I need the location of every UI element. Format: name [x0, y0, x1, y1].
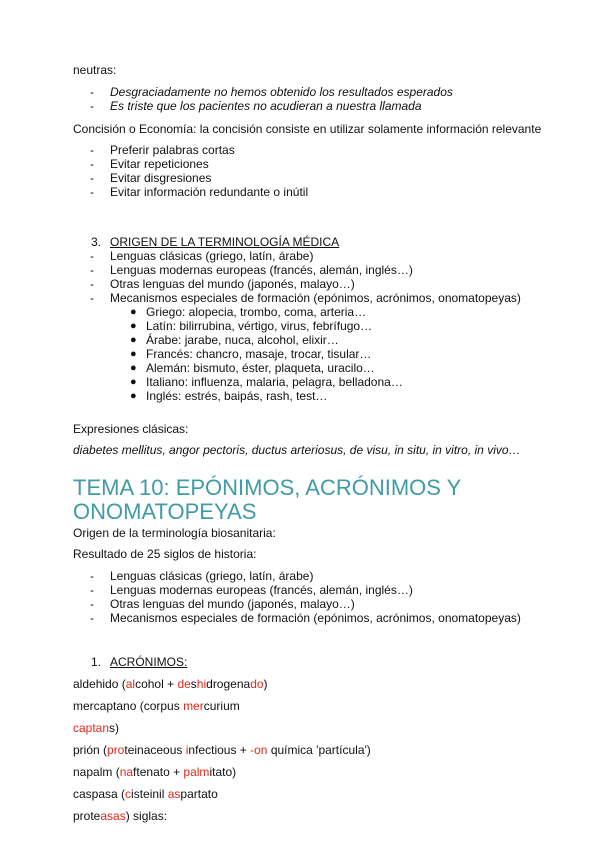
text-fragment: cohol + — [135, 677, 178, 691]
tema-10-item: Mecanismos especiales de formación (epónimos, acrónimos, onomatopeyas) — [110, 611, 521, 625]
text-fragment: itato) — [209, 765, 237, 779]
text-fragment: ) — [263, 677, 268, 691]
text-fragment: curium — [203, 699, 240, 713]
text-fragment: prión ( — [73, 743, 108, 757]
text-fragment: napalm ( — [73, 765, 120, 779]
concision-item: Evitar información redundante o inútil — [110, 185, 309, 199]
highlighted-fragment: captan — [73, 721, 110, 735]
dash-marker: - — [90, 249, 94, 263]
highlighted-fragment: pro — [107, 743, 125, 757]
section-3-item: Lenguas clásicas (griego, latín, árabe) — [110, 249, 314, 263]
bullet-marker: ● — [130, 390, 137, 402]
highlighted-fragment: hi — [196, 677, 207, 691]
acronym-line — [73, 765, 236, 779]
highlighted-fragment: al — [125, 677, 136, 691]
bullet-marker: ● — [130, 320, 137, 332]
section-3-item: Otras lenguas del mundo (japonés, malayo…) — [110, 277, 355, 291]
dash-marker: - — [90, 291, 94, 305]
highlighted-fragment: asas — [100, 809, 126, 823]
dash-marker: - — [90, 171, 94, 185]
dash-marker: - — [90, 597, 94, 611]
bullet-marker: ● — [130, 362, 137, 374]
acronym-line — [73, 809, 167, 823]
language-example: Árabe: jarabe, nuca, alcohol, elixir… — [146, 333, 339, 347]
bullet-marker: ● — [130, 306, 137, 318]
origen-label: Origen de la terminología biosanitaria: — [73, 526, 276, 540]
tema-10-item: Otras lenguas del mundo (japonés, malayo…) — [110, 597, 355, 611]
highlighted-fragment: de — [177, 677, 191, 691]
text-fragment: teinaceous — [124, 743, 186, 757]
highlighted-fragment: do — [250, 677, 264, 691]
concision-paragraph: Concisión o Economía: la concisión consiste en utilizar solamente información relevante — [73, 122, 542, 136]
dash-marker: - — [90, 85, 94, 99]
bullet-marker: ● — [130, 348, 137, 360]
concision-item: Evitar disgresiones — [110, 171, 212, 185]
bullet-marker: ● — [130, 334, 137, 346]
text-fragment: partato — [180, 787, 218, 801]
acronym-line — [73, 743, 371, 757]
text-fragment: ) siglas: — [125, 809, 168, 823]
highlighted-fragment: as — [167, 787, 181, 801]
example-2: Es triste que los pacientes no acudieran a nuestra llamada — [110, 99, 422, 113]
acronimos-title: ACRÓNIMOS: — [110, 655, 188, 669]
highlighted-fragment: palm — [183, 765, 210, 779]
text-fragment: s) — [109, 721, 120, 735]
section-3-number: 3. — [91, 235, 102, 249]
section-3-item: Lenguas modernas europeas (francés, alemán, inglés…) — [110, 263, 413, 277]
resultado-label: Resultado de 25 siglos de historia: — [73, 547, 257, 561]
language-example: Latín: bilirrubina, vértigo, virus, febrífugo… — [146, 319, 373, 333]
dash-marker: - — [90, 583, 94, 597]
bullet-marker: ● — [130, 376, 137, 388]
acronym-line — [73, 677, 268, 691]
dash-marker: - — [90, 99, 94, 113]
language-example: Griego: alopecia, trombo, coma, arteria… — [146, 305, 367, 319]
text-fragment: caspasa ( — [73, 787, 126, 801]
highlighted-fragment: mer — [183, 699, 204, 713]
text-fragment: s — [190, 677, 197, 691]
dash-marker: - — [90, 157, 94, 171]
text-fragment: ftenato + — [133, 765, 184, 779]
concision-item: Preferir palabras cortas — [110, 143, 235, 157]
acronym-line — [73, 721, 119, 735]
acronym-line — [73, 787, 218, 801]
section-3-item: Mecanismos especiales de formación (epónimos, acrónimos, onomatopeyas) — [110, 291, 521, 305]
text-fragment: prote — [73, 809, 101, 823]
acronym-line — [73, 699, 240, 713]
text-fragment: isteinil — [131, 787, 168, 801]
language-example: Francés: chancro, masaje, trocar, tisular… — [146, 347, 372, 361]
text-fragment: mercaptano (corpus — [73, 699, 184, 713]
highlighted-fragment: c — [125, 787, 132, 801]
neutras-label: neutras: — [73, 63, 117, 77]
dash-marker: - — [90, 143, 94, 157]
tema-10-item: Lenguas clásicas (griego, latín, árabe) — [110, 569, 314, 583]
language-example: Italiano: influenza, malaria, pelagra, belladona… — [146, 375, 403, 389]
dash-marker: - — [90, 611, 94, 625]
expresiones-list: diabetes mellitus, angor pectoris, ductus arteriosus, de visu, in situ, in vitro, in vivo… — [73, 443, 521, 457]
text-fragment: química 'partícula') — [267, 743, 371, 757]
tema-10-heading-line-2: ONOMATOPEYAS — [73, 499, 257, 524]
language-example: Alemán: bismuto, éster, plaqueta, uracilo… — [146, 361, 375, 375]
text-fragment: aldehido ( — [73, 677, 126, 691]
tema-10-heading-line-1: TEMA 10: EPÓNIMOS, ACRÓNIMOS Y — [73, 475, 462, 500]
highlighted-fragment: -on — [250, 743, 268, 757]
text-fragment: nfectious + — [188, 743, 251, 757]
dash-marker: - — [90, 569, 94, 583]
section-3-title: ORIGEN DE LA TERMINOLOGÍA MÉDICA — [110, 235, 340, 249]
concision-item: Evitar repeticiones — [110, 157, 209, 171]
text-fragment: drogena — [206, 677, 251, 691]
acronimos-number: 1. — [91, 655, 102, 669]
highlighted-fragment: i — [185, 743, 189, 757]
dash-marker: - — [90, 185, 94, 199]
example-1: Desgraciadamente no hemos obtenido los resultados esperados — [110, 85, 453, 99]
language-example: Inglés: estrés, baipás, rash, test… — [146, 389, 328, 403]
expresiones-label: Expresiones clásicas: — [73, 422, 189, 436]
tema-10-item: Lenguas modernas europeas (francés, alemán, inglés…) — [110, 583, 413, 597]
dash-marker: - — [90, 263, 94, 277]
dash-marker: - — [90, 277, 94, 291]
highlighted-fragment: na — [119, 765, 134, 779]
